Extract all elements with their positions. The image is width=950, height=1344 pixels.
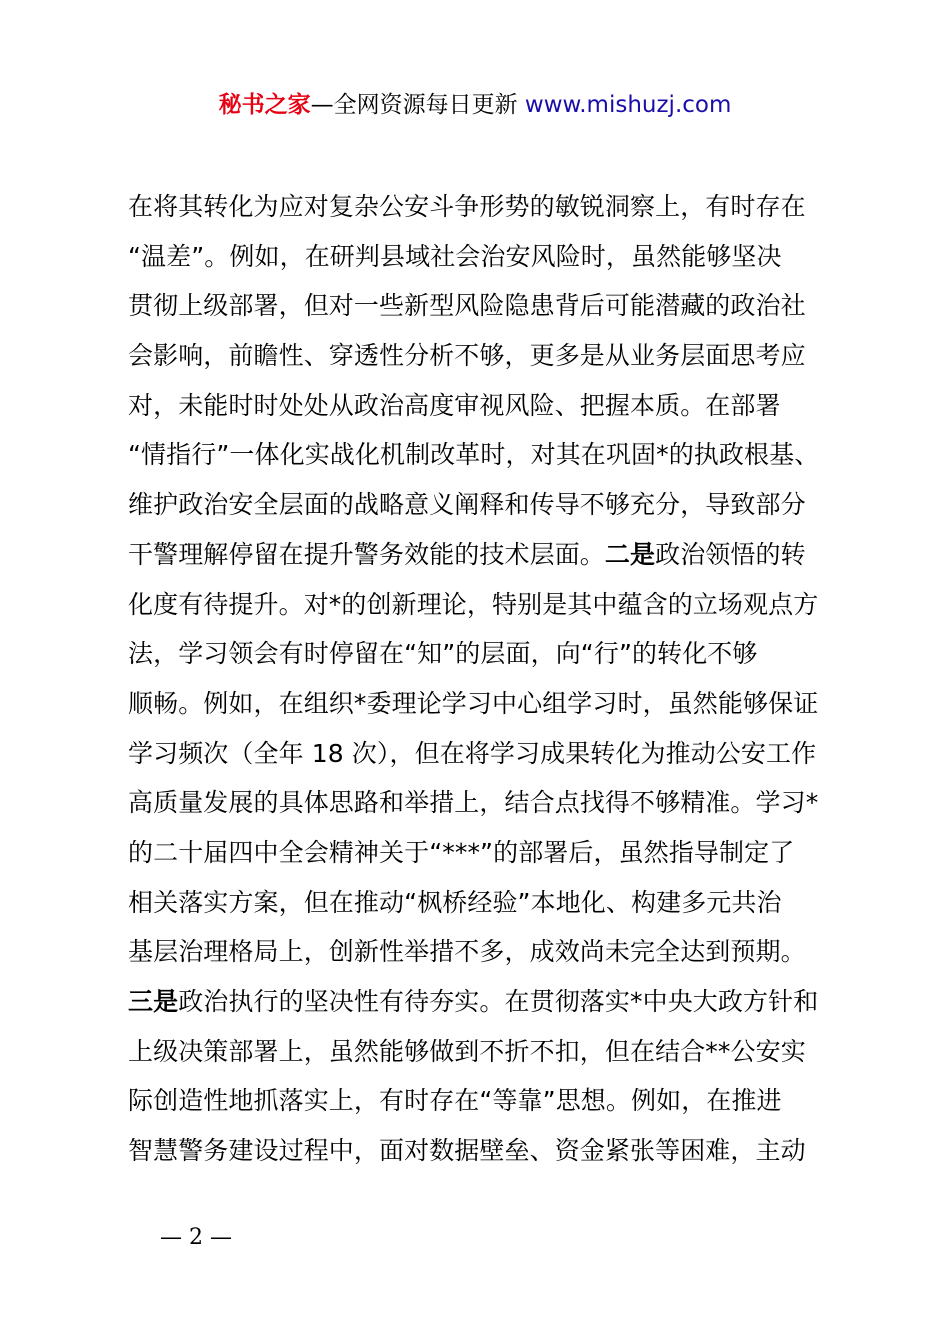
page-number: — 2 — — [160, 1225, 232, 1250]
text-line: 基层治理格局上，创新性举措不多，成效尚未完全达到预期。 — [128, 937, 806, 967]
text-line: 上级决策部署上，虽然能够做到不折不扣，但在结合**公安实 — [128, 1036, 806, 1066]
site-url[interactable]: www.mishuzj.com — [524, 92, 732, 118]
text-line: 法，学习领会有时停留在“知”的层面，向“行”的转化不够 — [128, 639, 758, 669]
site-header — [0, 88, 950, 122]
text-line: 干警理解停留在提升警务效能的技术层面。二是政治领悟的转 — [128, 539, 806, 569]
text-line: 际创造性地抓落实上，有时存在“等靠”思想。例如，在推进 — [128, 1086, 782, 1116]
header-tagline: —全网资源每日更新 — [310, 92, 525, 118]
text-line: 化度有待提升。对*的创新理论，特别是其中蕴含的立场观点方 — [128, 589, 819, 619]
document-body — [128, 182, 838, 1176]
text-line: 相关落实方案，但在推动“枫桥经验”本地化、构建多元共治 — [128, 887, 782, 917]
text-line: 对，未能时时处处从政治高度审视风险、把握本质。在部署 — [128, 390, 781, 420]
section-marker: 三是 — [128, 987, 179, 1016]
text-line: 高质量发展的具体思路和举措上，结合点找得不够精准。学习* — [128, 788, 819, 818]
text-line: “情指行”一体化实战化机制改革时，对其在巩固*的执政根基、 — [128, 440, 820, 470]
text-line: 贯彻上级部署，但对一些新型风险隐患背后可能潜藏的政治社 — [128, 291, 806, 321]
text-line: 智慧警务建设过程中，面对数据壁垒、资金紧张等困难，主动 — [128, 1136, 806, 1166]
text-line: 学习频次（全年 18 次），但在将学习成果转化为推动公安工作 — [128, 738, 817, 768]
text-line: 会影响，前瞻性、穿透性分析不够，更多是从业务层面思考应 — [128, 341, 806, 371]
section-marker: 二是 — [604, 539, 656, 569]
text-line: 顺畅。例如，在组织*委理论学习中心组学习时，虽然能够保证 — [128, 688, 819, 718]
text-line: “温差”。例如，在研判县域社会治安风险时，虽然能够坚决 — [128, 241, 782, 271]
brand-name: 秘书之家 — [218, 92, 311, 118]
text-line: 在将其转化为应对复杂公安斗争形势的敏锐洞察上，有时存在 — [128, 192, 806, 221]
text-line: 维护政治安全层面的战略意义阐释和传导不够充分，导致部分 — [128, 490, 806, 520]
text-line: 三是政治执行的坚决性有待夯实。在贯彻落实*中央大政方针和 — [128, 987, 819, 1016]
text-line: 的二十届四中全会精神关于“***”的部署后，虽然指导制定了 — [128, 837, 795, 867]
